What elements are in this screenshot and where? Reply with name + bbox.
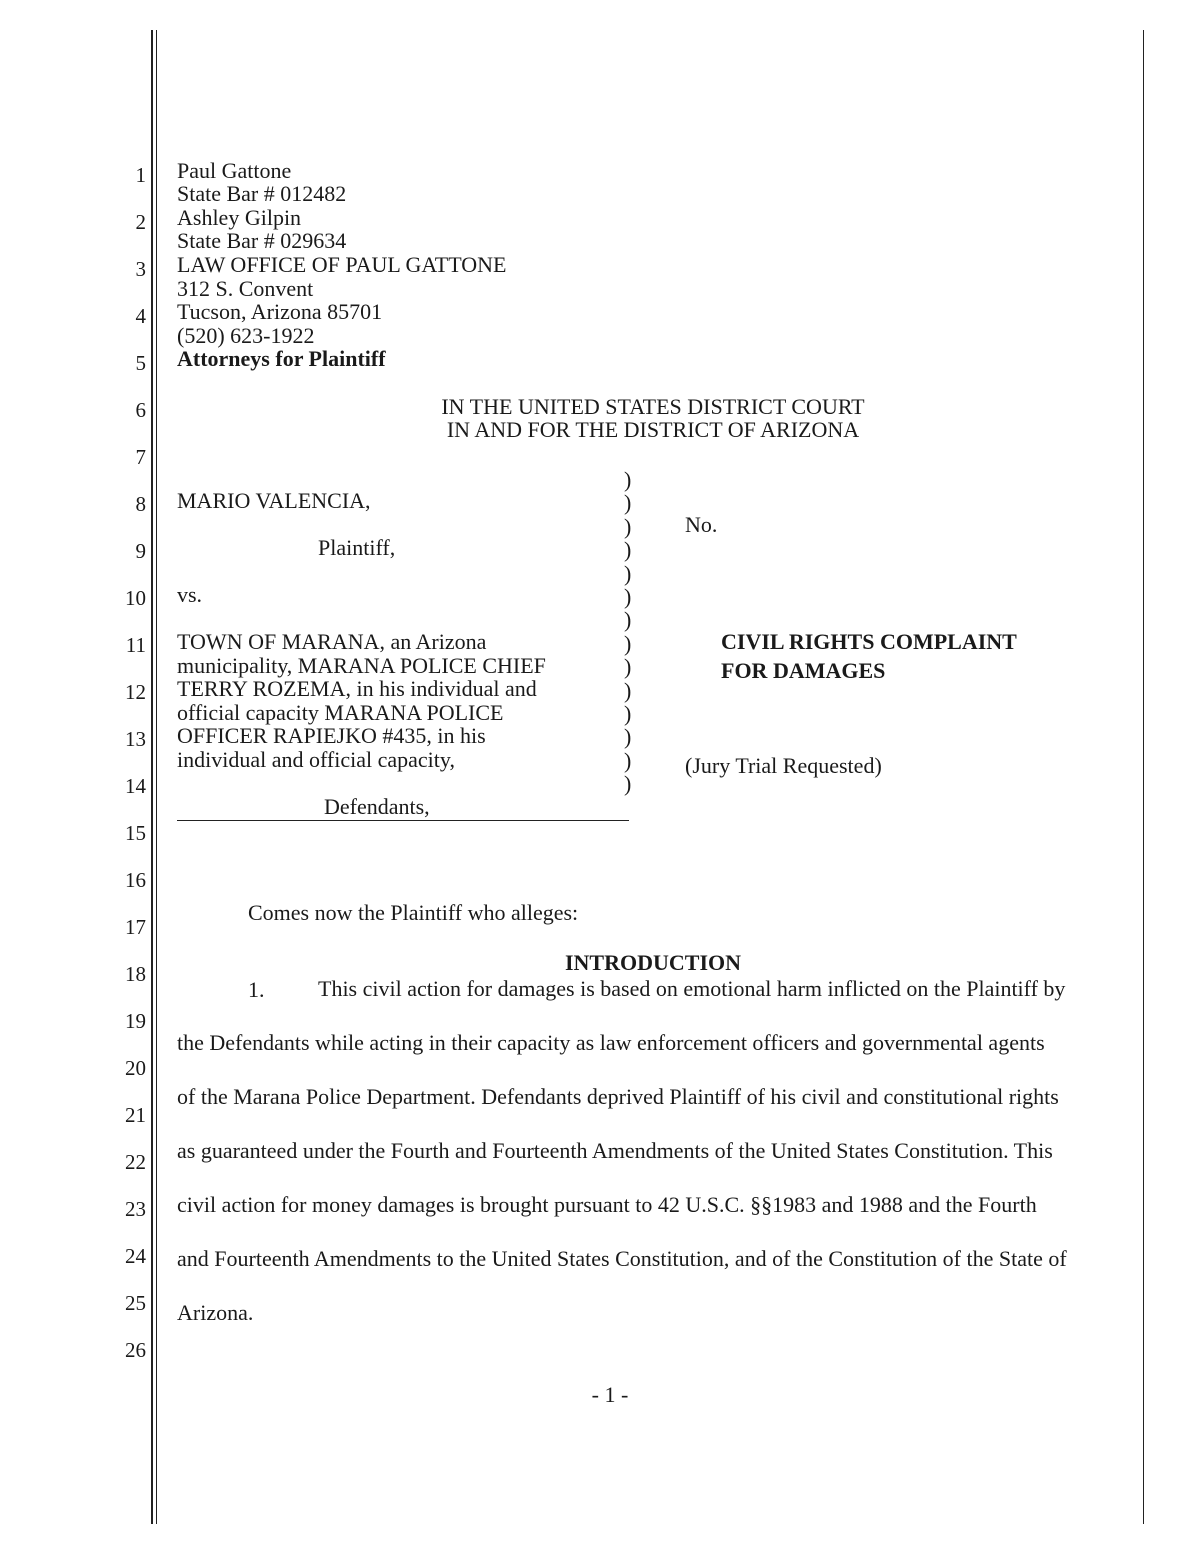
defendant-line: individual and official capacity, bbox=[177, 747, 455, 772]
paragraph-line: Arizona. bbox=[177, 1300, 254, 1325]
line-number: 23 bbox=[125, 1197, 146, 1221]
defendant-line: official capacity MARANA POLICE bbox=[177, 700, 504, 725]
paragraph-line: of the Marana Police Department. Defendants deprived Plaintiff of his civil and constitutional rights bbox=[177, 1084, 1059, 1109]
line-number: 19 bbox=[125, 1009, 146, 1033]
attorney-name: Ashley Gilpin bbox=[177, 205, 302, 230]
line-number: 2 bbox=[135, 210, 146, 234]
line-number: 14 bbox=[125, 774, 146, 798]
attorney-role: Attorneys for Plaintiff bbox=[177, 346, 386, 371]
paragraph-line: and Fourteenth Amendments to the United States Constitution, and of the Constitution of the State of bbox=[177, 1246, 1067, 1271]
line-number: 21 bbox=[125, 1103, 146, 1127]
line-number: 3 bbox=[135, 257, 146, 281]
phone-number: (520) 623-1922 bbox=[177, 323, 315, 348]
line-number: 10 bbox=[125, 586, 146, 610]
paragraph-number: 1. bbox=[248, 977, 265, 1002]
section-heading: INTRODUCTION bbox=[564, 950, 742, 975]
paragraph-line: the Defendants while acting in their capacity as law enforcement officers and governmental agents bbox=[177, 1030, 1045, 1055]
case-number-label: No. bbox=[685, 512, 718, 537]
line-number: 15 bbox=[125, 821, 146, 845]
left-margin-rule-inner bbox=[156, 30, 157, 1524]
left-margin-rule bbox=[151, 30, 153, 1524]
versus: vs. bbox=[177, 582, 203, 607]
line-number: 22 bbox=[125, 1150, 146, 1174]
page-number: - 1 - bbox=[591, 1382, 629, 1407]
line-number: 4 bbox=[135, 304, 146, 328]
line-number: 26 bbox=[125, 1338, 146, 1362]
defendant-line: municipality, MARANA POLICE CHIEF bbox=[177, 653, 546, 678]
caption-underline bbox=[177, 820, 629, 821]
defendant-line: OFFICER RAPIEJKO #435, in his bbox=[177, 723, 486, 748]
attorney-bar-number: State Bar # 012482 bbox=[177, 181, 347, 206]
line-number: 13 bbox=[125, 727, 146, 751]
caption-paren-column: ) ) ) ) ) ) ) ) ) ) ) ) ) ) bbox=[624, 467, 632, 797]
law-office-name: LAW OFFICE OF PAUL GATTONE bbox=[177, 252, 507, 277]
plaintiff-name: MARIO VALENCIA, bbox=[177, 488, 371, 513]
plaintiff-label: Plaintiff, bbox=[318, 535, 396, 560]
right-margin-rule bbox=[1143, 30, 1144, 1524]
opening-statement: Comes now the Plaintiff who alleges: bbox=[248, 900, 579, 925]
line-number: 7 bbox=[135, 445, 146, 469]
line-number: 16 bbox=[125, 868, 146, 892]
defendants-label: Defendants, bbox=[324, 794, 430, 819]
line-number: 1 bbox=[135, 163, 146, 187]
court-name: IN THE UNITED STATES DISTRICT COURT bbox=[441, 394, 865, 419]
defendant-line: TOWN OF MARANA, an Arizona bbox=[177, 629, 487, 654]
paragraph-line: as guaranteed under the Fourth and Fourteenth Amendments of the United States Constitution. This bbox=[177, 1138, 1053, 1163]
line-number: 11 bbox=[125, 633, 146, 657]
line-number: 9 bbox=[135, 539, 146, 563]
line-number: 24 bbox=[125, 1244, 146, 1268]
document-title: CIVIL RIGHTS COMPLAINT bbox=[721, 629, 1017, 654]
city-state-zip: Tucson, Arizona 85701 bbox=[177, 299, 383, 324]
street-address: 312 S. Convent bbox=[177, 276, 314, 301]
line-number: 12 bbox=[125, 680, 146, 704]
paragraph-line: This civil action for damages is based on emotional harm inflicted on the Plaintiff by bbox=[318, 976, 1066, 1001]
jury-demand: (Jury Trial Requested) bbox=[685, 753, 882, 778]
line-number: 6 bbox=[135, 398, 146, 422]
document-title-line2: FOR DAMAGES bbox=[721, 658, 886, 683]
attorney-name: Paul Gattone bbox=[177, 158, 292, 183]
line-number: 25 bbox=[125, 1291, 146, 1315]
line-number: 18 bbox=[125, 962, 146, 986]
defendant-line: TERRY ROZEMA, in his individual and bbox=[177, 676, 537, 701]
line-number: 5 bbox=[135, 351, 146, 375]
line-number: 17 bbox=[125, 915, 146, 939]
line-number: 20 bbox=[125, 1056, 146, 1080]
attorney-bar-number: State Bar # 029634 bbox=[177, 228, 347, 253]
line-number: 8 bbox=[135, 492, 146, 516]
paragraph-line: civil action for money damages is brought pursuant to 42 U.S.C. §§1983 and 1988 and the Fourth bbox=[177, 1192, 1037, 1217]
court-district: IN AND FOR THE DISTRICT OF ARIZONA bbox=[446, 417, 860, 442]
